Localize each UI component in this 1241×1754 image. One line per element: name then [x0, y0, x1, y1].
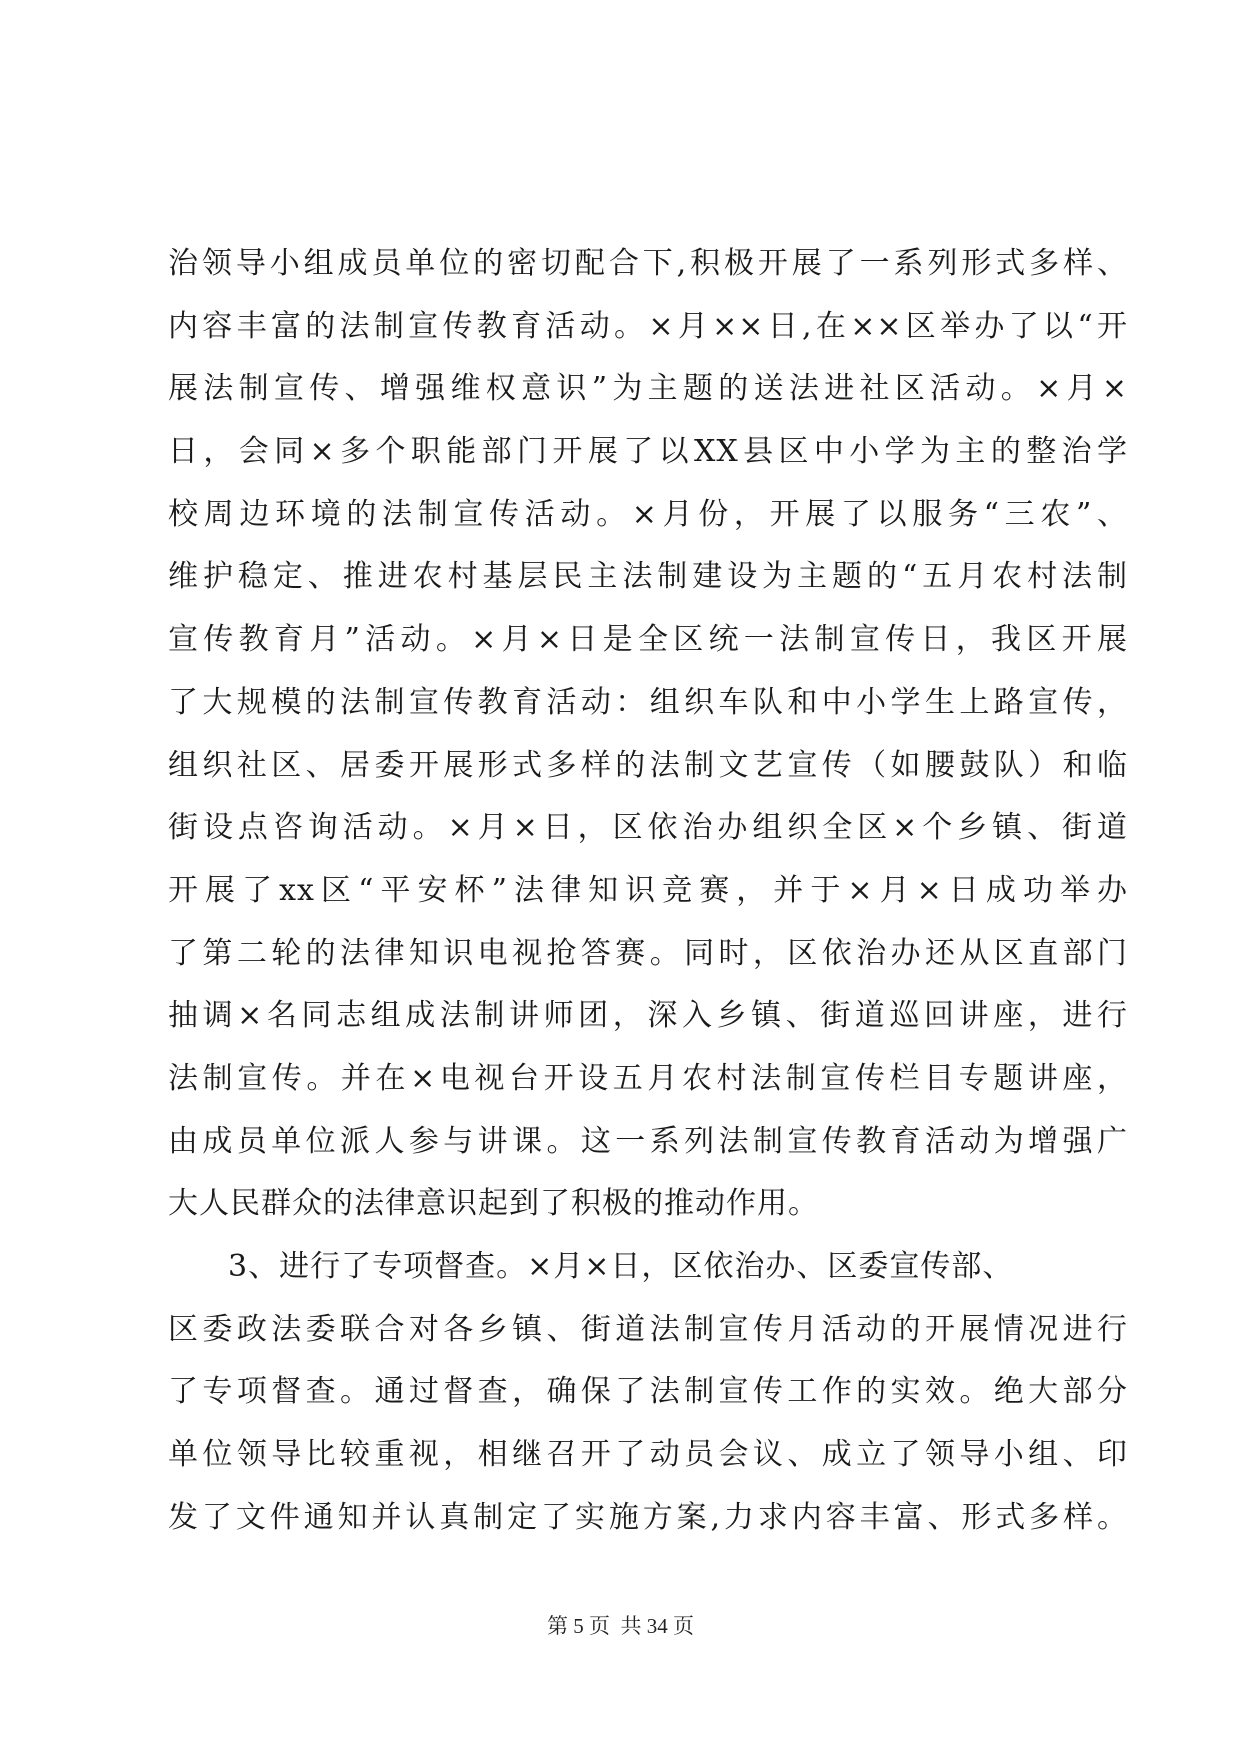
document-body: [168, 233, 1128, 1549]
text-line: 开展了xx区“平安杯”法律知识竞赛，并于×月×日成功举办: [168, 872, 1128, 908]
text-line: 了专项督查。通过督查，确保了法制宣传工作的实效。绝大部分: [168, 1374, 1128, 1410]
text-line: 了大规模的法制宣传教育活动：组织车队和中小学生上路宣传，: [168, 684, 1128, 720]
text-line: 治领导小组成员单位的密切配合下,积极开展了一系列形式多样、: [168, 246, 1128, 281]
text-line: 展法制宣传、增强维权意识”为主题的送法进社区活动。×月×: [168, 371, 1128, 407]
text-line: 内容丰富的法制宣传教育活动。×月××日,在××区举办了以“开: [168, 308, 1128, 344]
section-heading-line: 3、进行了专项督查。×月×日，区依治办、区委宣传部、: [228, 1249, 1014, 1284]
text-line: 抽调×名同志组成法制讲师团，深入乡镇、街道巡回讲座，进行: [168, 998, 1128, 1034]
text-line: 街设点咨询活动。×月×日，区依治办组织全区×个乡镇、街道: [168, 810, 1128, 846]
text-line: 组织社区、居委开展形式多样的法制文艺宣传（如腰鼓队）和临: [168, 747, 1128, 783]
text-line: 了第二轮的法律知识电视抢答赛。同时，区依治办还从区直部门: [168, 935, 1128, 971]
text-line: 维护稳定、推进农村基层民主法制建设为主题的“五月农村法制: [168, 559, 1128, 595]
text-line: 区委政法委联合对各乡镇、街道法制宣传月活动的开展情况进行: [168, 1311, 1128, 1347]
text-line: 宣传教育月”活动。×月×日是全区统一法制宣传日，我区开展: [168, 622, 1128, 658]
text-line: 大人民群众的法律意识起到了积极的推动作用。: [168, 1186, 819, 1222]
text-line: 单位领导比较重视，相继召开了动员会议、成立了领导小组、印: [168, 1437, 1128, 1473]
text-line: 日，会同×多个职能部门开展了以XX县区中小学为主的整治学: [168, 434, 1128, 470]
text-line: 法制宣传。并在×电视台开设五月农村法制宣传栏目专题讲座，: [168, 1060, 1128, 1096]
text-line: 校周边环境的法制宣传活动。×月份，开展了以服务“三农”、: [168, 496, 1128, 532]
text-line: 发了文件通知并认真制定了实施方案,力求内容丰富、形式多样。: [168, 1499, 1128, 1535]
text-line: 由成员单位派人参与讲课。这一系列法制宣传教育活动为增强广: [168, 1123, 1128, 1159]
page-number-footer: 第 5 页 共 34 页: [547, 1614, 694, 1638]
